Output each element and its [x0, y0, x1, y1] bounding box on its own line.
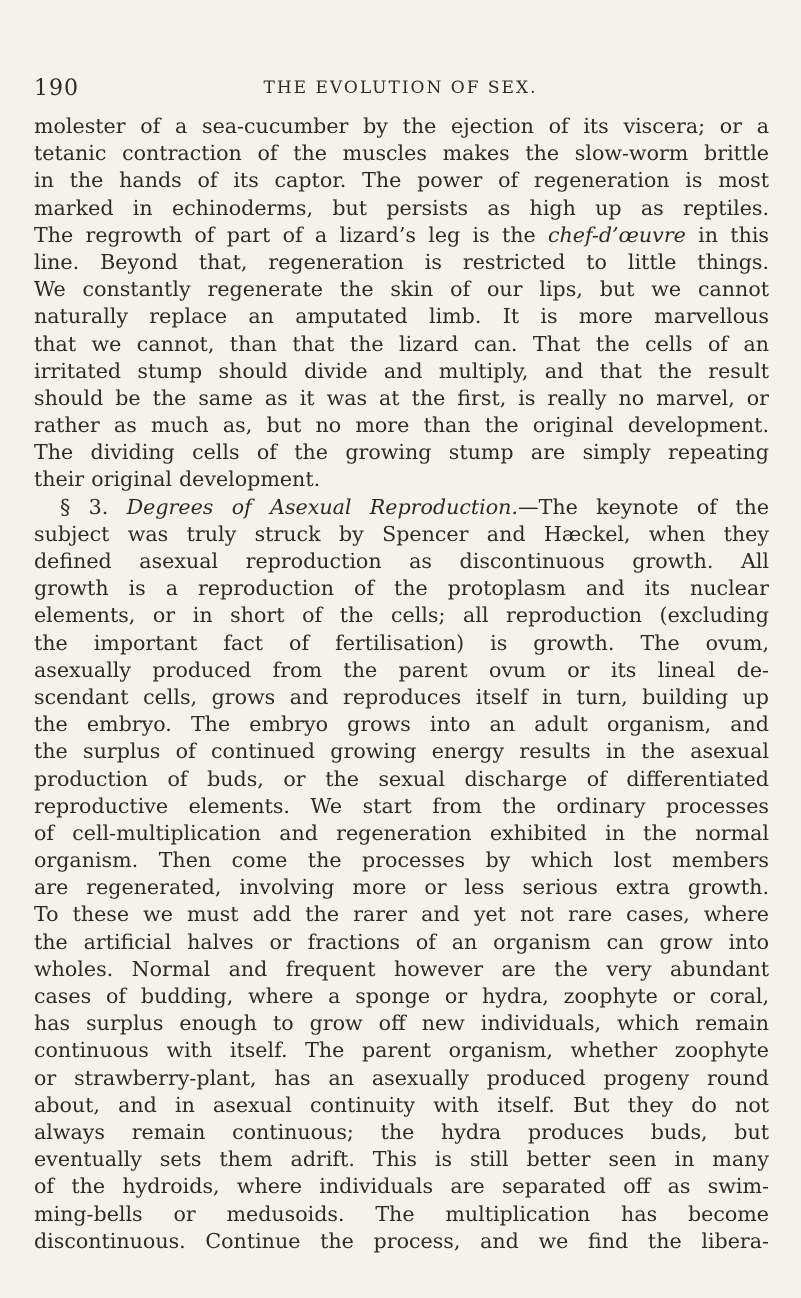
- text-line: line. Beyond that, regeneration is restricted to little things.: [34, 249, 769, 274]
- text-line: of the hydroids, where individuals are separated off as swim-: [34, 1174, 769, 1199]
- text-line: [34, 222, 769, 249]
- page-header: [34, 76, 767, 106]
- text-line: defined asexual reproduction as discontinuous growth. All: [34, 549, 769, 573]
- text-line: growth is a reproduction of the protoplasm and its nuclear: [34, 576, 769, 601]
- text-line: the important fact of fertilisation) is growth. The ovum,: [34, 630, 769, 655]
- text-line: of cell-multiplication and regeneration exhibited in the normal: [34, 820, 769, 845]
- text-line: organism. Then come the processes by which lost members: [34, 848, 769, 873]
- running-head: THE EVOLUTION OF SEX.: [263, 78, 538, 98]
- text-line: scendant cells, grows and reproduces itself in turn, building up: [34, 684, 769, 709]
- italic-phrase: chef-d’œuvre: [548, 222, 686, 247]
- text-line: in the hands of its captor. The power of regeneration is most: [34, 168, 769, 193]
- text-line: the surplus of continued growing energy results in the asexual: [34, 739, 769, 764]
- text-line: rather as much as, but no more than the original development.: [34, 413, 769, 438]
- text-line: has surplus enough to grow off new individuals, which remain: [34, 1011, 769, 1036]
- text-line: subject was truly struck by Spencer and Hæckel, when they: [34, 521, 769, 546]
- text-line: about, and in asexual continuity with itself. But they do not: [34, 1092, 769, 1117]
- section-number: § 3.: [60, 494, 127, 519]
- text-line: should be the same as it was at the first, is really no marvel, or: [34, 385, 769, 410]
- text-line: molester of a sea-cucumber by the ejection of its viscera; or a: [34, 114, 769, 138]
- text-line: To these we must add the rarer and yet not rare cases, where: [34, 902, 769, 927]
- text-line: wholes. Normal and frequent however are the very abundant: [34, 956, 769, 981]
- section-title: Degrees of Asexual Reproduction.: [126, 494, 518, 519]
- text-line: the embryo. The embryo grows into an adult organism, and: [34, 712, 769, 737]
- text-segment: The regrowth of part of a lizard’s leg is the: [34, 222, 548, 247]
- page-number: 190: [34, 76, 79, 101]
- text-line: asexually produced from the parent ovum or its lineal de-: [34, 657, 769, 682]
- text-segment: in this: [685, 222, 770, 247]
- text-line: marked in echinoderms, but persists as high up as reptiles.: [34, 195, 769, 220]
- text-line: elements, or in short of the cells; all reproduction (excluding: [34, 603, 769, 628]
- text-line: always remain continuous; the hydra produces buds, but: [34, 1119, 769, 1144]
- text-line: continuous with itself. The parent organism, whether zoophyte: [34, 1038, 769, 1063]
- section-heading-line: [34, 494, 769, 521]
- text-line: production of buds, or the sexual discharge of differentiated: [34, 766, 769, 791]
- text-line: or strawberry-plant, has an asexually produced progeny round: [34, 1065, 769, 1090]
- text-line: are regenerated, involving more or less serious extra growth.: [34, 875, 769, 900]
- text-line: the artificial halves or fractions of an organism can grow into: [34, 929, 769, 954]
- text-line: irritated stump should divide and multiply, and that the result: [34, 358, 769, 383]
- text-line: naturally replace an amputated limb. It is more marvellous: [34, 304, 769, 329]
- text-line: The dividing cells of the growing stump are simply repeating: [34, 440, 769, 465]
- text-line: discontinuous. Continue the process, and we find the libera-: [34, 1228, 769, 1253]
- text-line: cases of budding, where a sponge or hydra, zoophyte or coral,: [34, 984, 769, 1008]
- text-segment: —The keynote of the: [517, 494, 770, 519]
- text-line: that we cannot, than that the lizard can. That the cells of an: [34, 331, 769, 356]
- text-line: their original development.: [34, 467, 321, 492]
- text-line: tetanic contraction of the muscles makes the slow-worm brittle: [34, 141, 769, 166]
- text-line: We constantly regenerate the skin of our lips, but we cannot: [34, 277, 769, 302]
- text-line: reproductive elements. We start from the ordinary processes: [34, 793, 769, 818]
- body-text: [34, 113, 769, 1255]
- text-line: eventually sets them adrift. This is still better seen in many: [34, 1147, 769, 1172]
- text-line: ming-bells or medusoids. The multiplication has become: [34, 1201, 769, 1226]
